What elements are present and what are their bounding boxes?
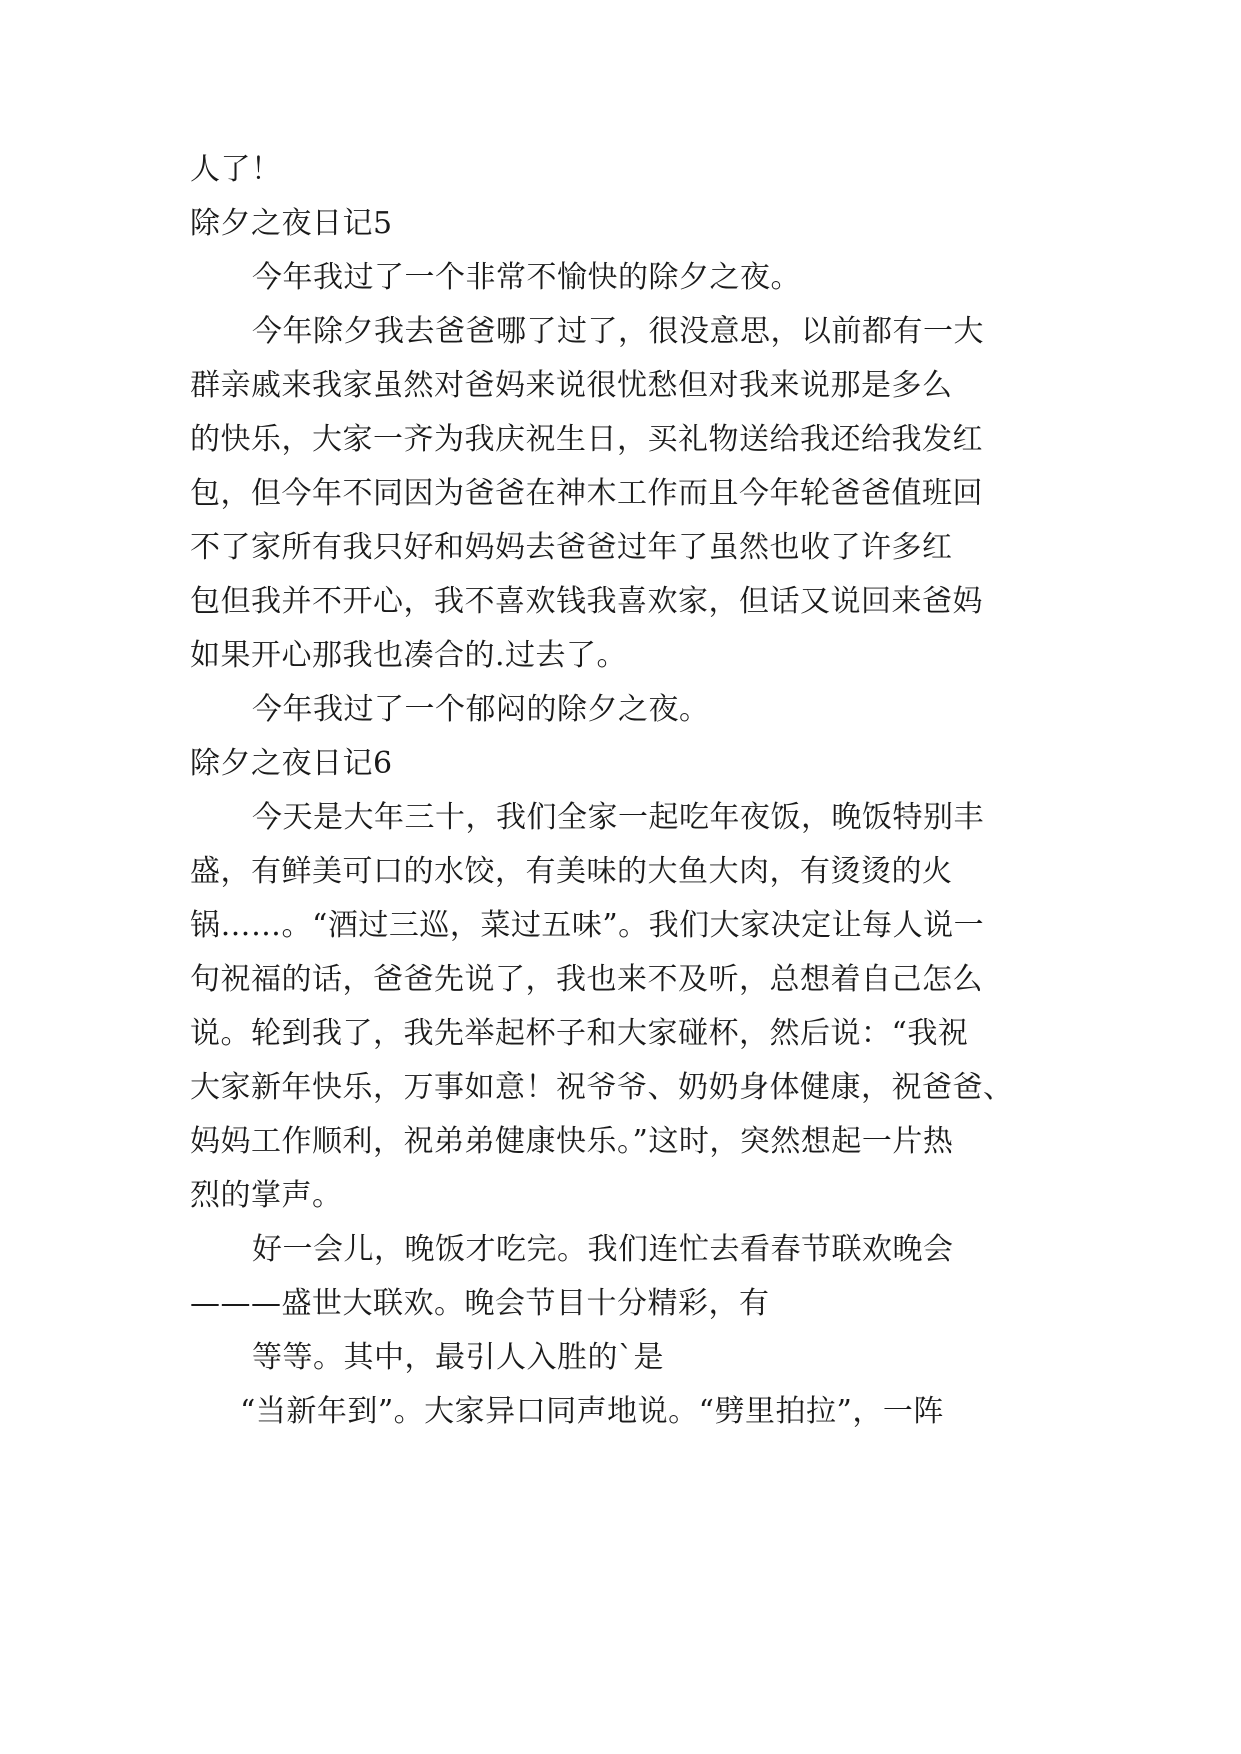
text-line: 今天是大年三十，我们全家一起吃年夜饭，晚饭特别丰 [252, 800, 984, 835]
text-line: 句祝福的话，爸爸先说了，我也来不及听，总想着自己怎么 [190, 962, 983, 997]
text-line: 今年除夕我去爸爸哪了过了，很没意思，以前都有一大 [252, 314, 984, 349]
section-heading: 除夕之夜日记6 [190, 746, 393, 781]
text-line: 说。轮到我了，我先举起杯子和大家碰杯，然后说：“我祝 [190, 1016, 969, 1051]
text-line: 包，但今年不同因为爸爸在神木工作而且今年轮爸爸值班回 [190, 476, 983, 511]
text-line: 等等。其中，最引人入胜的`是 [252, 1340, 664, 1375]
text-line: 不了家所有我只好和妈妈去爸爸过年了虽然也收了许多红 [190, 530, 953, 565]
text-line: 盛，有鲜美可口的水饺，有美味的大鱼大肉，有烫烫的火 [190, 854, 953, 889]
text-line: 大家新年快乐，万事如意！祝爷爷、奶奶身体健康，祝爸爸、 [190, 1070, 1014, 1105]
section-heading: 除夕之夜日记5 [190, 206, 393, 241]
text-line: 锅……。“酒过三巡，菜过五味”。我们大家决定让每人说一 [190, 908, 985, 943]
text-line: 包但我并不开心，我不喜欢钱我喜欢家，但话又说回来爸妈 [190, 584, 983, 619]
text-line: 今年我过了一个郁闷的除夕之夜。 [252, 692, 710, 727]
text-line: 人了！ [190, 152, 282, 187]
text-line: 烈的掌声。 [190, 1178, 343, 1213]
text-line: ———盛世大联欢。晚会节目十分精彩，有 [190, 1286, 770, 1321]
text-line: 妈妈工作顺利，祝弟弟健康快乐。”这时，突然想起一片热 [190, 1124, 954, 1159]
text-line: 如果开心那我也凑合的.过去了。 [190, 638, 628, 673]
text-line: 群亲戚来我家虽然对爸妈来说很忧愁但对我来说那是多么 [190, 368, 953, 403]
text-line: 好一会儿，晚饭才吃完。我们连忙去看春节联欢晚会 [252, 1232, 954, 1267]
text-line: 今年我过了一个非常不愉快的除夕之夜。 [252, 260, 801, 295]
text-line: 的快乐，大家一齐为我庆祝生日，买礼物送给我还给我发红 [190, 422, 983, 457]
text-line: “当新年到”。大家异口同声地说。“劈里拍拉”，一阵 [240, 1394, 944, 1429]
